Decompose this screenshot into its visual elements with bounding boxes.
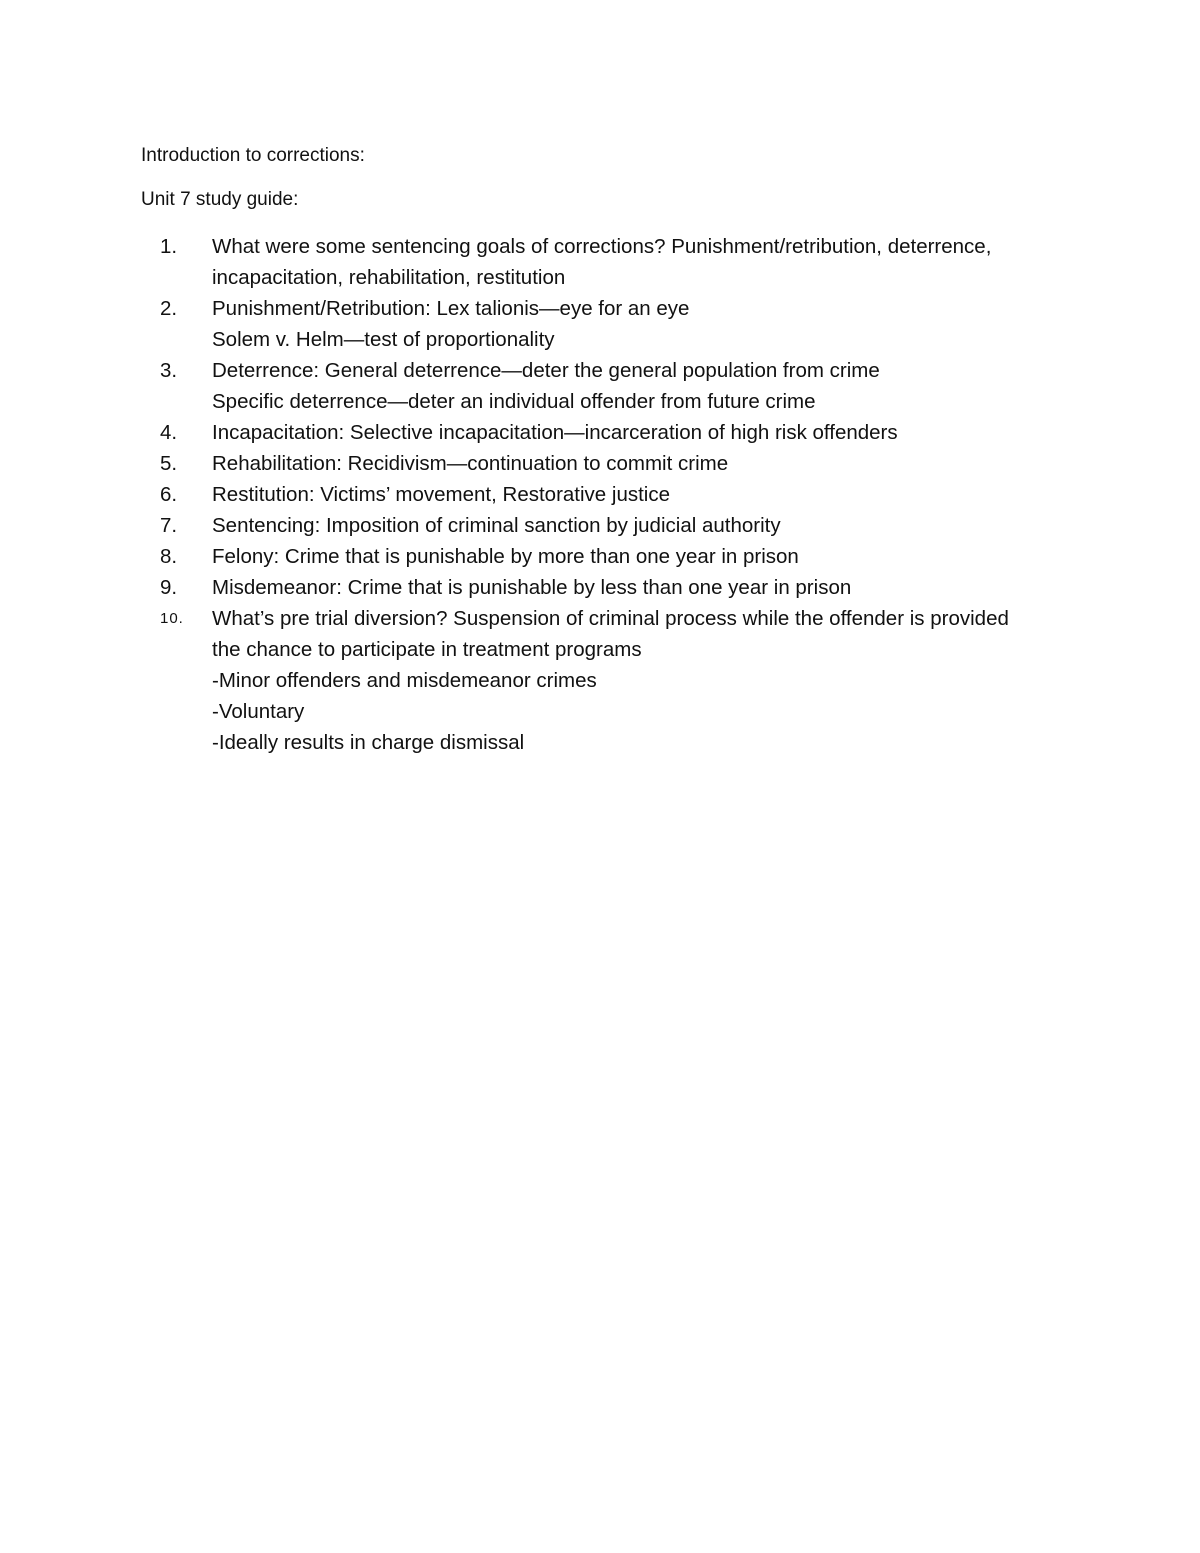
list-item-line: the chance to participate in treatment programs (212, 638, 642, 661)
list-item-number: 2. (160, 297, 178, 320)
list-item-number: 3. (160, 359, 178, 382)
list-item-body (212, 355, 1060, 417)
list-item-body (212, 572, 1060, 603)
list-item-line: Deterrence: General deterrence—deter the general population from crime (212, 359, 880, 382)
list-item (160, 355, 1060, 417)
list-item-body (212, 603, 1060, 758)
list-item (160, 479, 1060, 510)
document-subtitle: Unit 7 study guide: (141, 189, 299, 210)
list-item (160, 293, 1060, 355)
list-item-body (212, 231, 1060, 293)
list-item-line: -Minor offenders and misdemeanor crimes (212, 669, 597, 692)
list-item-body (212, 479, 1060, 510)
list-item-line: -Voluntary (212, 700, 305, 723)
list-item-line: Misdemeanor: Crime that is punishable by less than one year in prison (212, 576, 852, 599)
list-item-line: What were some sentencing goals of corrections? Punishment/retribution, deterrence, (212, 235, 992, 258)
list-item-line: Rehabilitation: Recidivism—continuation to commit crime (212, 452, 729, 475)
list-item-line: Incapacitation: Selective incapacitation—incarceration of high risk offenders (212, 421, 898, 444)
list-item (160, 541, 1060, 572)
list-item-line: incapacitation, rehabilitation, restitution (212, 266, 566, 289)
list-item-line: Specific deterrence—deter an individual offender from future crime (212, 390, 816, 413)
list-item-body (212, 541, 1060, 572)
list-item-line: Felony: Crime that is punishable by more than one year in prison (212, 545, 799, 568)
list-item-body (212, 293, 1060, 355)
study-guide-list (160, 231, 1060, 758)
list-item-body (212, 510, 1060, 541)
list-item-body (212, 448, 1060, 479)
list-item (160, 417, 1060, 448)
list-item-line: Punishment/Retribution: Lex talionis—eye for an eye (212, 297, 690, 320)
list-item-number: 4. (160, 421, 178, 444)
list-item-line: -Ideally results in charge dismissal (212, 731, 525, 754)
list-item-number: 9. (160, 576, 178, 599)
list-item-number: 8. (160, 545, 178, 568)
list-item-number: 7. (160, 514, 178, 537)
list-item (160, 603, 1060, 758)
document-title: Introduction to corrections: (141, 145, 365, 166)
list-item-number: 5. (160, 452, 178, 475)
list-item-line: Solem v. Helm—test of proportionality (212, 328, 555, 351)
list-item-number: 10. (160, 610, 184, 627)
list-item (160, 448, 1060, 479)
list-item-number: 1. (160, 235, 178, 258)
list-item-number: 6. (160, 483, 178, 506)
list-item (160, 231, 1060, 293)
list-item (160, 510, 1060, 541)
list-item-body (212, 417, 1060, 448)
list-item-line: Restitution: Victims’ movement, Restorative justice (212, 483, 670, 506)
list-item (160, 572, 1060, 603)
list-item-line: What’s pre trial diversion? Suspension of criminal process while the offender is provided (212, 607, 1009, 630)
list-item-line: Sentencing: Imposition of criminal sanction by judicial authority (212, 514, 781, 537)
